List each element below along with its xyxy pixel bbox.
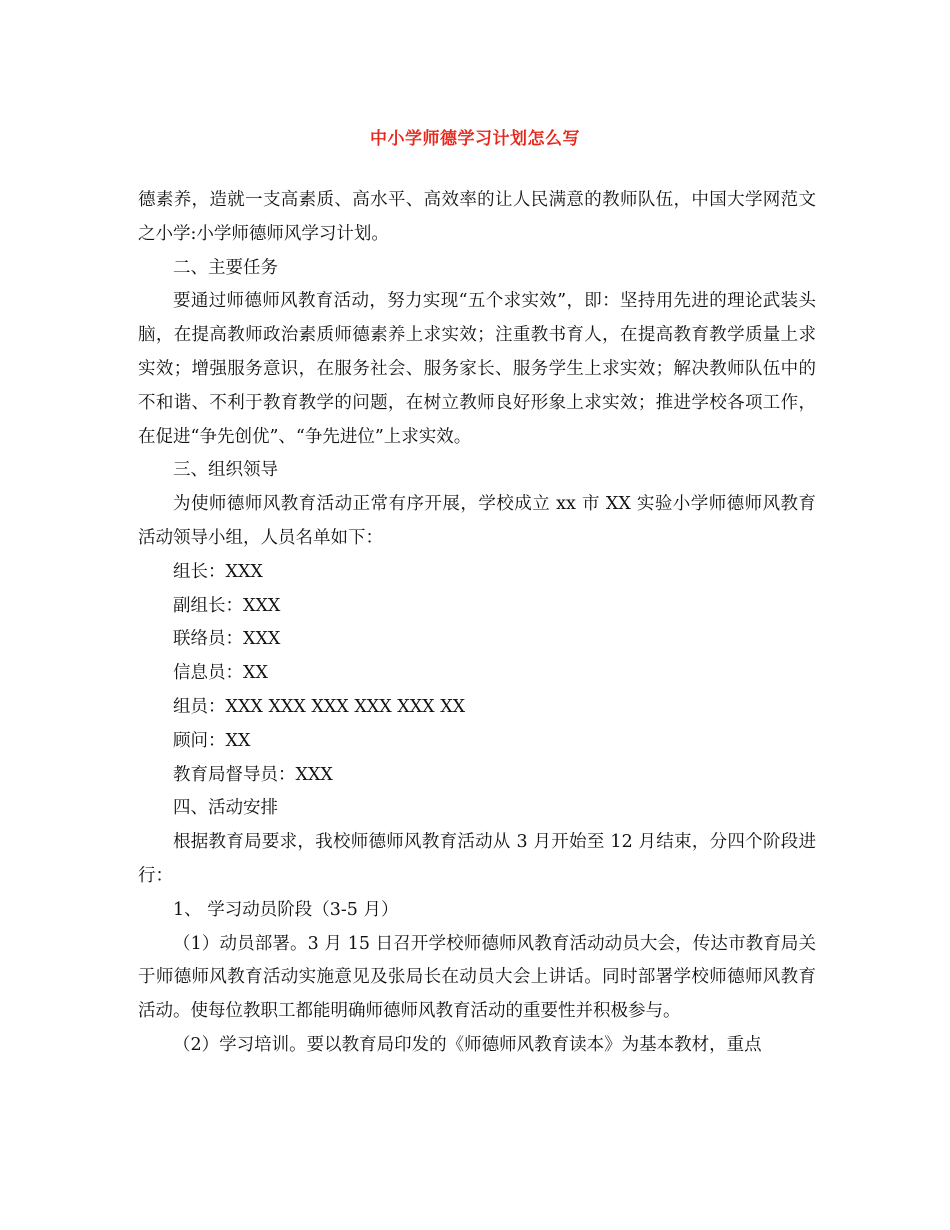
- paragraph: （2）学习培训。要以教育局印发的《师德师风教育读本》为基本教材，重点: [173, 1034, 762, 1055]
- paragraph: （1）动员部署。3 月 15 日召开学校师德师风教育活动动员大会，传达市教育局关于师德师风教育活动实施意见及张局长在动员大会上讲话。同时部署学校师德师风教育活动。使每位教职工都能明确师德师风教育活动的重要性并积极参与。: [138, 933, 816, 1022]
- paragraph: 德素养，造就一支高素质、高水平、高效率的让人民满意的教师队伍，中国大学网范文之小学:小学师德师风学习计划。: [138, 190, 816, 244]
- paragraph: 根据教育局要求，我校师德师风教育活动从 3 月开始至 12 月结束，分四个阶段进行：: [138, 832, 816, 886]
- paragraph: 要通过师德师风教育活动，努力实现“五个求实效”，即：坚持用先进的理论武装头脑，在提高教师政治素质师德素养上求实效；注重教书育人，在提高教育教学质量上求实效；增强服务意识，在服务社会、服务家长、服务学生上求实效；解决教师队伍中的不和谐、不利于教育教学的问题，在树立教师良好形象上求实效；推进学校各项工作，在促进“争先创优”、“争先进位”上求实效。: [138, 291, 816, 447]
- paragraph: 顾问：XX: [173, 730, 251, 751]
- paragraph: 组员：XXX XXX XXX XXX XXX XX: [173, 696, 466, 717]
- document-body: [138, 184, 816, 1063]
- paragraph: 教育局督导员：XXX: [173, 764, 333, 785]
- paragraph: 副组长：XXX: [173, 595, 281, 616]
- paragraph: 为使师德师风教育活动正常有序开展，学校成立 xx 市 XX 实验小学师德师风教育活动领导小组，人员名单如下：: [138, 494, 816, 548]
- paragraph: 二、主要任务: [173, 257, 278, 278]
- document-title: 中小学师德学习计划怎么写: [370, 129, 580, 149]
- paragraph: 组长：XXX: [173, 561, 263, 582]
- paragraph: 1、 学习动员阶段（3-5 月）: [173, 899, 399, 920]
- paragraph: 联络员：XXX: [173, 629, 281, 650]
- paragraph: 信息员：XX: [173, 663, 268, 684]
- paragraph: 四、活动安排: [173, 798, 278, 819]
- paragraph: 三、组织领导: [173, 460, 278, 481]
